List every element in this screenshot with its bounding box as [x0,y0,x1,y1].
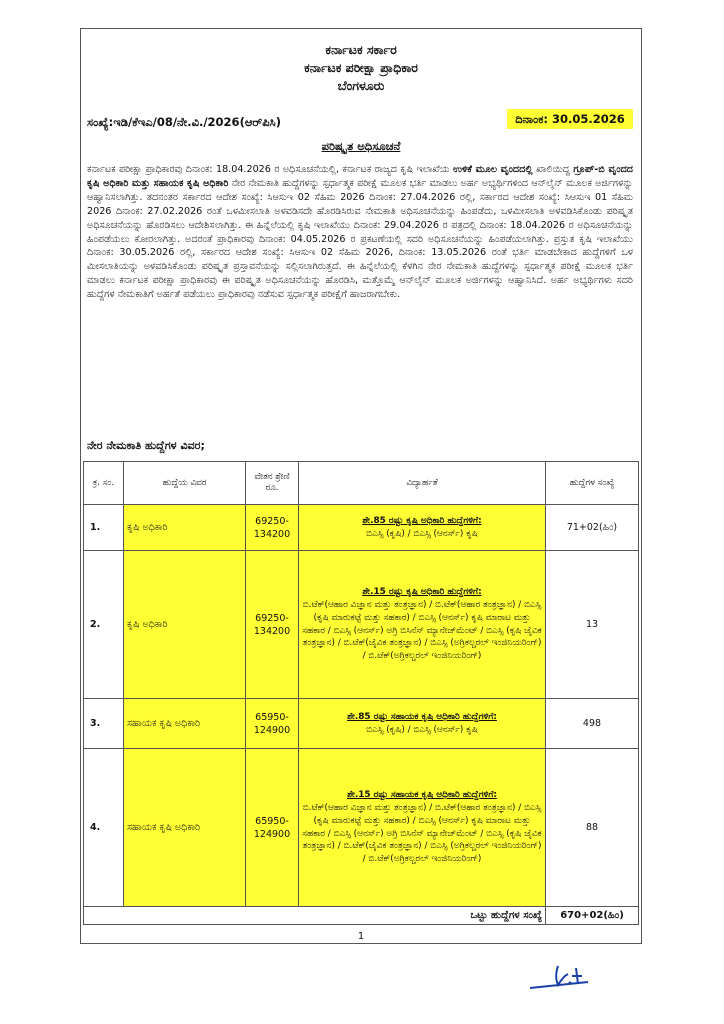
table-row [84,551,639,699]
total-value: 670+02(ಹಿಂ) [546,907,639,925]
table-row [84,505,639,551]
row-qualification [299,749,546,907]
body-bold-1: ಉಳಿಕೆ ಮೂಲ ವೃಂದದಲ್ಲಿ [453,164,533,175]
row-serial: 3. [84,699,124,749]
body-part-2: ಖಾಲಿಯಿದ್ದ [532,164,574,175]
table-row [84,699,639,749]
qualification-body: ಬಿ.ಟೆಕ್(ಆಹಾರ ವಿಜ್ಞಾನ ಮತ್ತು ತಂತ್ರಜ್ಞಾನ) / ಬಿ.ಟೆಕ್(ಆಹಾರ ತಂತ್ರಜ್ಞಾನ) / ಬಿಎಸ್ಸಿ (ಕೃಷಿ ಮಾರುಕಟ್ಟೆ ಮತ್ತು ಸಹಕಾರ) / ಬಿಎಸ್ಸಿ (ಆನರ್ಸ್) ಕೃಷಿ ಮಾರಾಟ ಮತ್ತು ಸಹಕಾರ / ಬಿಎಸ್ಸಿ (ಆನರ್ಸ್) ಅಗ್ರಿ ಬಿಸಿನೆಸ್ ಮ್ಯಾನೇಜ್‌ಮೆಂಟ್ / ಬಿಎಸ್ಸಿ (ಕೃಷಿ ಜೈವಿಕ ತಂತ್ರಜ್ಞಾನ) / ಬಿ.ಟೆಕ್(ಜೈವಿಕ ತಂತ್ರಜ್ಞಾನ) / ಬಿಎಸ್ಸಿ (ಅಗ್ರಿಕಲ್ಚರಲ್ ಇಂಜಿನಿಯರಿಂಗ್) / ಬಿ.ಟೆಕ್(ಅಗ್ರಿಕಲ್ಚರಲ್ ಇಂಜಿನಿಯರಿಂಗ್) [302,802,542,865]
reference-number: ಸಂಖ್ಯೆ:ಇಡಿ/ಕೆಇಎ/08/ನೇ.ವಿ./2026(ಆರ್‌ಪಿಸಿ) [87,115,281,129]
document-frame [80,28,642,944]
qualification-body: ಬಿಎಸ್ಸಿ (ಕೃಷಿ) / ಬಿಎಸ್ಸಿ (ಆನರ್ಸ್) ಕೃಷಿ [366,528,478,539]
qualification-title: ಶೇ.85 ರಷ್ಟು ಕೃಷಿ ಅಧಿಕಾರಿ ಹುದ್ದೆಗಳಿಗೆ: [362,515,482,526]
row-post: ಕೃಷಿ ಅಧಿಕಾರಿ [124,505,246,551]
row-serial: 1. [84,505,124,551]
row-pay: 65950-124900 [246,749,299,907]
qualification-title: ಶೇ.15 ರಷ್ಟು ಸಹಾಯಕ ಕೃಷಿ ಅಧಿಕಾರಿ ಹುದ್ದೆಗಳಿಗೆ: [347,790,497,801]
header-serial: ಕ್ರ. ಸಂ. [84,462,124,505]
row-qualification [299,505,546,551]
header-count: ಹುದ್ದೆಗಳ ಸಂಖ್ಯೆ [546,462,639,505]
row-count: 13 [546,551,639,699]
signature-icon [528,958,608,998]
row-count: 71+02(ಹಿಂ) [546,505,639,551]
table-row [84,749,639,907]
notification-subject: ಪರಿಷ್ಕೃತ ಅಧಿಸೂಚನೆ [321,139,401,153]
vacancy-table [83,461,639,925]
body-part-3: ನೇರ ನೇಮಕಾತಿ ಹುದ್ದೆಗಳನ್ನು ಸ್ಪರ್ಧಾತ್ಮಕ ಪರೀಕ್ಷೆ ಮೂಲಕ ಭರ್ತಿ ಮಾಡಲು ಅರ್ಹ ಅಭ್ಯರ್ಥಿಗಳಿಂದ ಆನ್‌ಲೈನ್ ಮೂಲಕ ಅರ್ಜಿಗಳನ್ನು ಆಹ್ವಾನಿಸಲಾಗಿತ್ತು. ತದನಂತರ ಸರ್ಕಾರದ ಆದೇಶ ಸಂಖ್ಯೆ: ಸಿಆಸುಇ 02 ಸೆಹಿಮ 2026 ದಿನಾಂಕ: 27.04.2026 ರಲ್ಲಿ, ಸರ್ಕಾರದ ಆದೇಶ ಸಂಖ್ಯೆ: ಸಿಆಸುಇ 01 ಸೆಹಿಮ 2026 ದಿನಾಂಕ: 27.02.2026 ರಂತೆ ಒಳಮೀಸಲಾತಿ ಅಳವಡಿಸದೇ ಹೊರಡಿಸಿರುವ ನೇಮಕಾತಿ ಅಧಿಸೂಚನೆಯನ್ನು ಹಿಂಪಡೆದು, ಒಳಮೀಸಲಾತಿ ಅಳವಡಿಸಿಕೊಂಡು ಪರಿಷ್ಕೃತ ಅಧಿಸೂಚನೆಯನ್ನು ಹೊರಡಿಸಲು ಆದೇಶಿಸಲಾಗಿತ್ತು. ಈ ಹಿನ್ನೆಲೆಯಲ್ಲಿ ಕೃಷಿ ಇಲಾಖೆಯು ದಿನಾಂಕ: 29.04.2026 ರ ಪತ್ರದಲ್ಲಿ ದಿನಾಂಕ: 18.04.2026 ರ ಅಧಿಸೂಚನೆಯನ್ನು ಹಿಂಪಡೆಯಲು ಕೋರಲಾಗಿತ್ತು. ಅದರಂತೆ ಪ್ರಾಧಿಕಾರವು ದಿನಾಂಕ: 04.05.2026 ರ ಪ್ರಕಟಣೆಯಲ್ಲಿ ಸದರಿ ಅಧಿಸೂಚನೆಯನ್ನು ಹಿಂಪಡೆಯಲಾಗಿತ್ತು. ಪ್ರಸ್ತುತ ಕೃಷಿ ಇಲಾಖೆಯು ದಿನಾಂಕ: 30.05.2026 ರಲ್ಲಿ, ಸರ್ಕಾರದ ಆದೇಶ ಸಂಖ್ಯೆ: ಸಿಆಸುಇ 02 ಸೆಹಿಮ 2026, ದಿನಾಂಕ: 13.05.2026 ರಂತೆ ಭರ್ತಿ ಮಾಡಬೇಕಾದ ಹುದ್ದೆಗಳಿಗೆ ಒಳ ಮೀಸಲಾತಿಯನ್ನು ಅಳವಡಿಸಿಕೊಂಡು ಪರಿಷ್ಕೃತ ಪ್ರಸ್ತಾವನೆಯನ್ನು ಸಲ್ಲಿಸಲಾಗಿರುತ್ತದೆ. ಈ ಹಿನ್ನೆಲೆಯಲ್ಲಿ ಕೆಳಗಿನ ನೇರ ನೇಮಕಾತಿ ಹುದ್ದೆಗಳನ್ನು ಸ್ಪರ್ಧಾತ್ಮಕ ಪರೀಕ್ಷೆ ಮೂಲಕ ಭರ್ತಿ ಮಾಡಲು ಕರ್ನಾಟಕ ಪರೀಕ್ಷಾ ಪ್ರಾಧಿಕಾರವು ಈ ಪರಿಷ್ಕೃತ ಅಧಿಸೂಚನೆಯನ್ನು ಹೊರಡಿಸಿ, ಮತ್ತೊಮ್ಮೆ ಆನ್‌ಲೈನ್ ಮೂಲಕ ಅರ್ಜಿಗಳನ್ನು ಆಹ್ವಾನಿಸಿದೆ. ಅರ್ಹ ಅಭ್ಯರ್ಥಿಗಳು ಸದರಿ ಹುದ್ದೆಗಳ ನೇಮಕಾತಿಗೆ ಅರ್ಹತೆ ಪಡೆಯಲು ಪ್ರಾಧಿಕಾರವು ನಡೆಸುವ ಸ್ಪರ್ಧಾತ್ಮಕ ಪರೀಕ್ಷೆಗೆ ಹಾಜರಾಗಬೇಕು. [87,177,633,301]
row-qualification [299,699,546,749]
row-pay: 65950-124900 [246,699,299,749]
notification-date: ದಿನಾಂಕ: 30.05.2026 [507,109,633,129]
row-qualification [299,551,546,699]
row-post: ಕೃಷಿ ಅಧಿಕಾರಿ [124,551,246,699]
row-post: ಸಹಾಯಕ ಕೃಷಿ ಅಧಿಕಾರಿ [124,749,246,907]
row-serial: 2. [84,551,124,699]
total-label: ಒಟ್ಟು ಹುದ್ದೆಗಳ ಸಂಖ್ಯೆ [84,907,546,925]
header-authority: ಕರ್ನಾಟಕ ಪರೀಕ್ಷಾ ಪ್ರಾಧಿಕಾರ [304,60,418,75]
qualification-body: ಬಿಎಸ್ಸಿ (ಕೃಷಿ) / ಬಿಎಸ್ಸಿ (ಆನರ್ಸ್) ಕೃಷಿ [366,724,478,735]
section-title: ನೇರ ನೇಮಕಾತಿ ಹುದ್ದೆಗಳ ವಿವರ; [87,439,205,452]
notification-body [87,163,633,302]
qualification-title: ಶೇ.85 ರಷ್ಟು ಸಹಾಯಕ ಕೃಷಿ ಅಧಿಕಾರಿ ಹುದ್ದೆಗಳಿಗೆ: [347,711,497,722]
header-post: ಹುದ್ದೆಯ ವಿವರ [124,462,246,505]
body-part-1: ಕರ್ನಾಟಕ ಪರೀಕ್ಷಾ ಪ್ರಾಧಿಕಾರವು ದಿನಾಂಕ: 18.04.2026 ರ ಅಧಿಸೂಚನೆಯಲ್ಲಿ, ಕರ್ನಾಟಕ ರಾಜ್ಯದ ಕೃಷಿ ಇಲಾಖೆಯ [87,164,454,175]
row-count: 88 [546,749,639,907]
row-post: ಸಹಾಯಕ ಕೃಷಿ ಅಧಿಕಾರಿ [124,699,246,749]
header-qualification: ವಿದ್ಯಾರ್ಹತೆ [299,462,546,505]
page-number: 1 [357,931,365,942]
row-pay: 69250-134200 [246,505,299,551]
row-pay: 69250-134200 [246,551,299,699]
header-government: ಕರ್ನಾಟಕ ಸರ್ಕಾರ [325,42,397,57]
body-bold-2: ಗ್ರೂಪ್-ಬಿ ವೃಂದದ ಕೃಷಿ ಅಧಿಕಾರಿ ಮತ್ತು ಸಹಾಯಕ ಕೃಷಿ ಅಧಿಕಾರಿ [87,164,633,189]
header-city: ಬೆಂಗಳೂರು [337,78,385,93]
row-count: 498 [546,699,639,749]
qualification-title: ಶೇ.15 ರಷ್ಟು ಕೃಷಿ ಅಧಿಕಾರಿ ಹುದ್ದೆಗಳಿಗೆ: [362,587,482,598]
table-total-row [84,907,639,925]
qualification-body: ಬಿ.ಟೆಕ್(ಆಹಾರ ವಿಜ್ಞಾನ ಮತ್ತು ತಂತ್ರಜ್ಞಾನ) / ಬಿ.ಟೆಕ್(ಆಹಾರ ತಂತ್ರಜ್ಞಾನ) / ಬಿಎಸ್ಸಿ (ಕೃಷಿ ಮಾರುಕಟ್ಟೆ ಮತ್ತು ಸಹಕಾರ) / ಬಿಎಸ್ಸಿ (ಆನರ್ಸ್) ಕೃಷಿ ಮಾರಾಟ ಮತ್ತು ಸಹಕಾರ / ಬಿಎಸ್ಸಿ (ಆನರ್ಸ್) ಅಗ್ರಿ ಬಿಸಿನೆಸ್ ಮ್ಯಾನೇಜ್‌ಮೆಂಟ್ / ಬಿಎಸ್ಸಿ (ಕೃಷಿ ಜೈವಿಕ ತಂತ್ರಜ್ಞಾನ) / ಬಿ.ಟೆಕ್(ಜೈವಿಕ ತಂತ್ರಜ್ಞಾನ) / ಬಿಎಸ್ಸಿ (ಅಗ್ರಿಕಲ್ಚರಲ್ ಇಂಜಿನಿಯರಿಂಗ್) / ಬಿ.ಟೆಕ್(ಅಗ್ರಿಕಲ್ಚರಲ್ ಇಂಜಿನಿಯರಿಂಗ್) [302,599,542,662]
row-serial: 4. [84,749,124,907]
header-pay: ವೇತನ ಶ್ರೇಣಿ ರೂ. [246,462,299,505]
table-header-row [84,462,639,505]
